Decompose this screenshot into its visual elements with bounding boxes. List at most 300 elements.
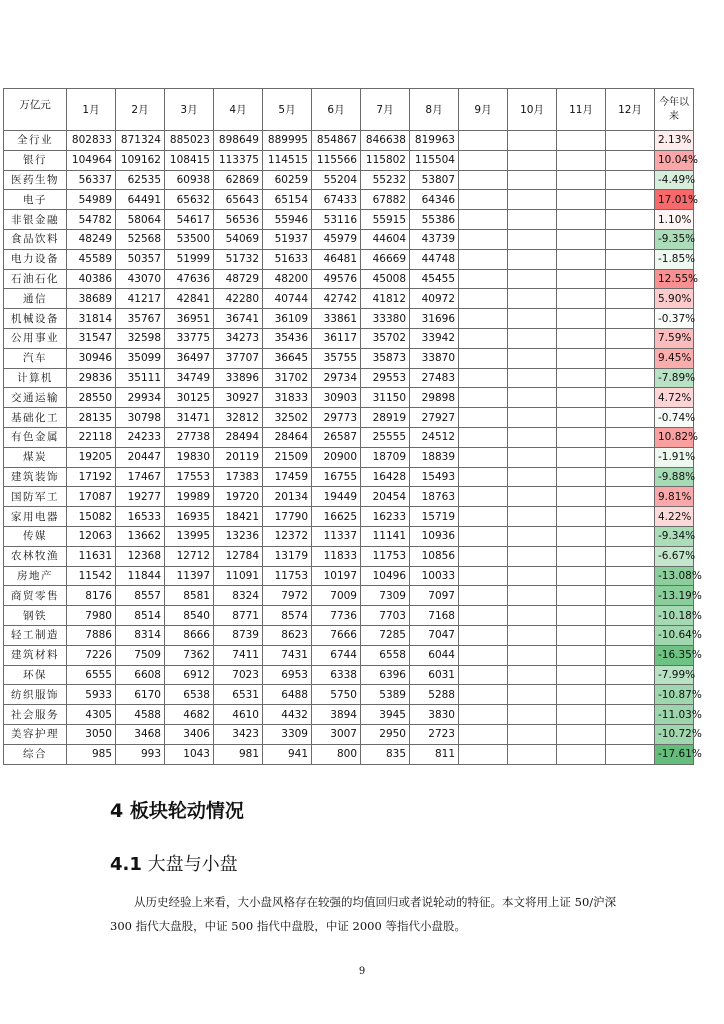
month-value <box>606 625 655 645</box>
month-value: 981 <box>214 744 263 764</box>
month-value <box>557 408 606 428</box>
table-row <box>4 388 694 408</box>
month-value: 4682 <box>165 705 214 725</box>
month-value: 12063 <box>67 526 116 546</box>
industry-name: 电子 <box>4 190 67 210</box>
month-value: 29773 <box>312 408 361 428</box>
month-value: 8514 <box>116 606 165 626</box>
month-value: 19830 <box>165 447 214 467</box>
month-value: 48249 <box>67 229 116 249</box>
month-value <box>557 388 606 408</box>
month-value: 835 <box>361 744 410 764</box>
month-value: 108415 <box>165 150 214 170</box>
month-value: 16428 <box>361 467 410 487</box>
month-value <box>557 487 606 507</box>
month-value <box>557 606 606 626</box>
industry-name: 汽车 <box>4 348 67 368</box>
month-value: 4432 <box>263 705 312 725</box>
ytd-change: 4.22% <box>655 507 694 527</box>
industry-name: 石油石化 <box>4 269 67 289</box>
ytd-change: 4.72% <box>655 388 694 408</box>
month-value <box>557 150 606 170</box>
month-value: 10856 <box>410 546 459 566</box>
month-value: 10033 <box>410 566 459 586</box>
month-value <box>606 289 655 309</box>
month-value: 10936 <box>410 526 459 546</box>
industry-name: 计算机 <box>4 368 67 388</box>
table-row <box>4 566 694 586</box>
month-value: 55386 <box>410 210 459 230</box>
month-value <box>459 507 508 527</box>
month-value <box>606 131 655 151</box>
month-value: 885023 <box>165 131 214 151</box>
month-value: 4588 <box>116 705 165 725</box>
industry-name: 传媒 <box>4 526 67 546</box>
month-value: 36951 <box>165 309 214 329</box>
month-value: 11631 <box>67 546 116 566</box>
industry-name: 国防军工 <box>4 487 67 507</box>
ytd-change: -10.18% <box>655 606 694 626</box>
month-value <box>557 328 606 348</box>
month-value: 7226 <box>67 645 116 665</box>
month-value: 941 <box>263 744 312 764</box>
month-value: 45589 <box>67 249 116 269</box>
month-value: 20454 <box>361 487 410 507</box>
month-value: 2723 <box>410 724 459 744</box>
month-value: 36741 <box>214 309 263 329</box>
month-value: 41217 <box>116 289 165 309</box>
month-value: 5750 <box>312 685 361 705</box>
month-value <box>606 309 655 329</box>
month-value <box>557 190 606 210</box>
month-value: 54989 <box>67 190 116 210</box>
month-value: 36497 <box>165 348 214 368</box>
month-value: 62869 <box>214 170 263 190</box>
month-value: 3007 <box>312 724 361 744</box>
month-value: 802833 <box>67 131 116 151</box>
month-value <box>459 269 508 289</box>
industry-name: 轻工制造 <box>4 625 67 645</box>
month-value: 8666 <box>165 625 214 645</box>
table-row <box>4 348 694 368</box>
month-value <box>508 328 557 348</box>
table-row <box>4 665 694 685</box>
month-value: 7980 <box>67 606 116 626</box>
month-value <box>508 665 557 685</box>
month-value: 17790 <box>263 507 312 527</box>
month-value <box>606 526 655 546</box>
month-value: 3830 <box>410 705 459 725</box>
month-value: 54069 <box>214 229 263 249</box>
month-value <box>459 645 508 665</box>
month-value <box>508 269 557 289</box>
month-value: 846638 <box>361 131 410 151</box>
month-value: 6396 <box>361 665 410 685</box>
ytd-change: -1.85% <box>655 249 694 269</box>
month-value <box>459 427 508 447</box>
industry-name: 煤炭 <box>4 447 67 467</box>
month-value: 37707 <box>214 348 263 368</box>
month-value <box>508 467 557 487</box>
table-row <box>4 150 694 170</box>
ytd-header-line: 今年以 <box>659 96 689 108</box>
month-value <box>606 645 655 665</box>
table-header-row <box>4 89 694 131</box>
month-value: 8314 <box>116 625 165 645</box>
month-value: 48200 <box>263 269 312 289</box>
month-value <box>606 348 655 368</box>
month-value: 28550 <box>67 388 116 408</box>
month-value <box>606 744 655 764</box>
table-row <box>4 309 694 329</box>
month-value <box>459 210 508 230</box>
month-value: 19277 <box>116 487 165 507</box>
month-value: 1043 <box>165 744 214 764</box>
table-row <box>4 289 694 309</box>
table-body <box>4 131 702 765</box>
month-value: 33861 <box>312 309 361 329</box>
month-header: 3月 <box>165 89 214 131</box>
table-row <box>4 368 694 388</box>
page-number: 9 <box>358 966 366 977</box>
month-value <box>606 566 655 586</box>
month-value <box>459 229 508 249</box>
month-value: 40386 <box>67 269 116 289</box>
month-value: 7009 <box>312 586 361 606</box>
table-row <box>4 705 694 725</box>
month-value: 18709 <box>361 447 410 467</box>
month-value <box>606 586 655 606</box>
month-value <box>557 566 606 586</box>
month-header: 12月 <box>606 89 655 131</box>
subsection-number: 4.1 <box>110 854 142 875</box>
month-value <box>459 309 508 329</box>
month-value: 34273 <box>214 328 263 348</box>
month-value: 7023 <box>214 665 263 685</box>
month-value <box>606 546 655 566</box>
month-value: 29734 <box>312 368 361 388</box>
industry-name: 纺织服饰 <box>4 685 67 705</box>
month-value: 35767 <box>116 309 165 329</box>
month-value <box>606 467 655 487</box>
month-value: 51937 <box>263 229 312 249</box>
industry-name: 非银金融 <box>4 210 67 230</box>
month-value <box>557 685 606 705</box>
month-value <box>508 447 557 467</box>
month-value: 11753 <box>263 566 312 586</box>
month-value: 65154 <box>263 190 312 210</box>
month-value <box>459 724 508 744</box>
month-value <box>606 368 655 388</box>
table-row <box>4 170 694 190</box>
month-value: 55232 <box>361 170 410 190</box>
month-value: 13662 <box>116 526 165 546</box>
ytd-change: 12.55% <box>655 269 694 289</box>
month-value: 985 <box>67 744 116 764</box>
month-value <box>606 685 655 705</box>
month-value <box>557 289 606 309</box>
month-value: 10197 <box>312 566 361 586</box>
month-value: 65632 <box>165 190 214 210</box>
month-value: 30927 <box>214 388 263 408</box>
table-row <box>4 724 694 744</box>
month-value: 7097 <box>410 586 459 606</box>
month-value: 4610 <box>214 705 263 725</box>
month-value: 27927 <box>410 408 459 428</box>
ytd-change: -9.34% <box>655 526 694 546</box>
month-value <box>508 645 557 665</box>
industry-name: 社会服务 <box>4 705 67 725</box>
month-value: 24512 <box>410 427 459 447</box>
month-value: 6744 <box>312 645 361 665</box>
month-value: 40744 <box>263 289 312 309</box>
table-row <box>4 645 694 665</box>
month-value <box>459 150 508 170</box>
month-value: 16233 <box>361 507 410 527</box>
month-value: 32502 <box>263 408 312 428</box>
month-value: 11844 <box>116 566 165 586</box>
month-value <box>606 606 655 626</box>
month-value: 35755 <box>312 348 361 368</box>
month-value: 29836 <box>67 368 116 388</box>
month-value: 55204 <box>312 170 361 190</box>
table-row <box>4 328 694 348</box>
month-value: 36645 <box>263 348 312 368</box>
table-row <box>4 190 694 210</box>
ytd-change: 2.13% <box>655 131 694 151</box>
month-value <box>459 467 508 487</box>
table-row <box>4 744 694 764</box>
month-value <box>606 447 655 467</box>
ytd-change: -9.35% <box>655 229 694 249</box>
month-value <box>557 447 606 467</box>
month-value: 13236 <box>214 526 263 546</box>
month-value: 115504 <box>410 150 459 170</box>
month-header: 9月 <box>459 89 508 131</box>
month-value <box>557 309 606 329</box>
month-value: 30903 <box>312 388 361 408</box>
ytd-change: -11.03% <box>655 705 694 725</box>
month-value: 7886 <box>67 625 116 645</box>
month-value: 7168 <box>410 606 459 626</box>
month-value: 33380 <box>361 309 410 329</box>
month-value <box>459 487 508 507</box>
month-value: 33896 <box>214 368 263 388</box>
month-value <box>557 467 606 487</box>
month-value: 55946 <box>263 210 312 230</box>
industry-name: 家用电器 <box>4 507 67 527</box>
month-value <box>459 368 508 388</box>
month-header: 5月 <box>263 89 312 131</box>
month-value: 44748 <box>410 249 459 269</box>
month-value <box>508 744 557 764</box>
month-value: 20134 <box>263 487 312 507</box>
month-value <box>508 625 557 645</box>
month-value <box>459 625 508 645</box>
month-value: 53500 <box>165 229 214 249</box>
month-value: 49576 <box>312 269 361 289</box>
month-value: 6338 <box>312 665 361 685</box>
month-value: 6488 <box>263 685 312 705</box>
ytd-change: -10.72% <box>655 724 694 744</box>
month-value <box>606 190 655 210</box>
month-value: 56536 <box>214 210 263 230</box>
month-value: 42280 <box>214 289 263 309</box>
month-value: 41812 <box>361 289 410 309</box>
month-value: 10496 <box>361 566 410 586</box>
month-header: 11月 <box>557 89 606 131</box>
month-value <box>606 408 655 428</box>
table-row <box>4 546 694 566</box>
month-value <box>557 170 606 190</box>
industry-name: 美容护理 <box>4 724 67 744</box>
month-value: 22118 <box>67 427 116 447</box>
month-value: 44604 <box>361 229 410 249</box>
month-value: 13995 <box>165 526 214 546</box>
month-value: 7411 <box>214 645 263 665</box>
month-value <box>459 348 508 368</box>
ytd-change: 10.82% <box>655 427 694 447</box>
table-row <box>4 467 694 487</box>
month-value: 11833 <box>312 546 361 566</box>
month-value: 62535 <box>116 170 165 190</box>
month-value <box>606 150 655 170</box>
ytd-change: -7.89% <box>655 368 694 388</box>
market-cap-table <box>3 88 702 765</box>
month-value <box>508 210 557 230</box>
month-value: 18763 <box>410 487 459 507</box>
month-value <box>459 665 508 685</box>
table-row <box>4 487 694 507</box>
ytd-change: -1.91% <box>655 447 694 467</box>
month-value <box>508 724 557 744</box>
month-value: 25555 <box>361 427 410 447</box>
month-value: 30798 <box>116 408 165 428</box>
month-value <box>508 586 557 606</box>
month-value: 46481 <box>312 249 361 269</box>
month-value: 115566 <box>312 150 361 170</box>
industry-name: 食品饮料 <box>4 229 67 249</box>
body-paragraph: 从历史经验上来看，大小盘风格存在较强的均值回归或者说轮动的特征。本文将用上证 50/沪深 300 指代大盘股，中证 500 指代中盘股，中证 2000 等指代小盘股。 <box>110 895 617 933</box>
table-row <box>4 685 694 705</box>
month-value: 6531 <box>214 685 263 705</box>
month-value: 8176 <box>67 586 116 606</box>
month-value <box>557 744 606 764</box>
month-value: 31702 <box>263 368 312 388</box>
month-value <box>459 289 508 309</box>
industry-name: 钢铁 <box>4 606 67 626</box>
month-value: 18839 <box>410 447 459 467</box>
month-value: 35702 <box>361 328 410 348</box>
ytd-header <box>655 89 694 131</box>
table-row <box>4 507 694 527</box>
month-value: 2950 <box>361 724 410 744</box>
month-value: 16533 <box>116 507 165 527</box>
month-value: 21509 <box>263 447 312 467</box>
month-value <box>557 249 606 269</box>
month-value: 40972 <box>410 289 459 309</box>
month-value: 53116 <box>312 210 361 230</box>
ytd-change: 17.01% <box>655 190 694 210</box>
month-value <box>606 724 655 744</box>
month-value: 7972 <box>263 586 312 606</box>
month-value: 30125 <box>165 388 214 408</box>
month-value: 29934 <box>116 388 165 408</box>
month-value: 7309 <box>361 586 410 606</box>
month-value <box>606 229 655 249</box>
ytd-change: -4.49% <box>655 170 694 190</box>
month-value: 19205 <box>67 447 116 467</box>
industry-name: 综合 <box>4 744 67 764</box>
month-value: 889995 <box>263 131 312 151</box>
ytd-change: -17.61% <box>655 744 694 764</box>
month-value <box>459 131 508 151</box>
month-value <box>606 170 655 190</box>
month-value: 33942 <box>410 328 459 348</box>
month-value: 7703 <box>361 606 410 626</box>
month-value: 19720 <box>214 487 263 507</box>
month-value: 24233 <box>116 427 165 447</box>
month-value: 33775 <box>165 328 214 348</box>
table-row <box>4 427 694 447</box>
month-value <box>508 606 557 626</box>
month-value: 51633 <box>263 249 312 269</box>
month-value: 3468 <box>116 724 165 744</box>
month-value: 45455 <box>410 269 459 289</box>
subsection-heading <box>110 850 238 876</box>
table-row <box>4 269 694 289</box>
month-value: 8324 <box>214 586 263 606</box>
month-header: 2月 <box>116 89 165 131</box>
industry-name: 交通运输 <box>4 388 67 408</box>
month-value: 29553 <box>361 368 410 388</box>
month-value <box>557 586 606 606</box>
month-value <box>508 170 557 190</box>
industry-name: 电力设备 <box>4 249 67 269</box>
month-value <box>459 190 508 210</box>
month-value <box>508 566 557 586</box>
month-value: 46669 <box>361 249 410 269</box>
month-value: 34749 <box>165 368 214 388</box>
month-value: 28464 <box>263 427 312 447</box>
month-value: 8739 <box>214 625 263 645</box>
month-value: 898649 <box>214 131 263 151</box>
ytd-change: 10.04% <box>655 150 694 170</box>
month-value: 6953 <box>263 665 312 685</box>
month-value: 43739 <box>410 229 459 249</box>
table-row <box>4 586 694 606</box>
industry-name: 机械设备 <box>4 309 67 329</box>
month-value <box>557 368 606 388</box>
month-value: 51999 <box>165 249 214 269</box>
month-value: 35111 <box>116 368 165 388</box>
ytd-header-line: 来 <box>669 110 679 122</box>
month-value <box>508 289 557 309</box>
month-value <box>606 427 655 447</box>
month-value <box>606 210 655 230</box>
month-value: 6170 <box>116 685 165 705</box>
month-value <box>606 269 655 289</box>
month-value: 16935 <box>165 507 214 527</box>
table-row <box>4 625 694 645</box>
month-value: 113375 <box>214 150 263 170</box>
month-value: 17383 <box>214 467 263 487</box>
month-value <box>459 388 508 408</box>
month-value <box>459 685 508 705</box>
month-value: 64346 <box>410 190 459 210</box>
month-value: 32812 <box>214 408 263 428</box>
month-value: 115802 <box>361 150 410 170</box>
